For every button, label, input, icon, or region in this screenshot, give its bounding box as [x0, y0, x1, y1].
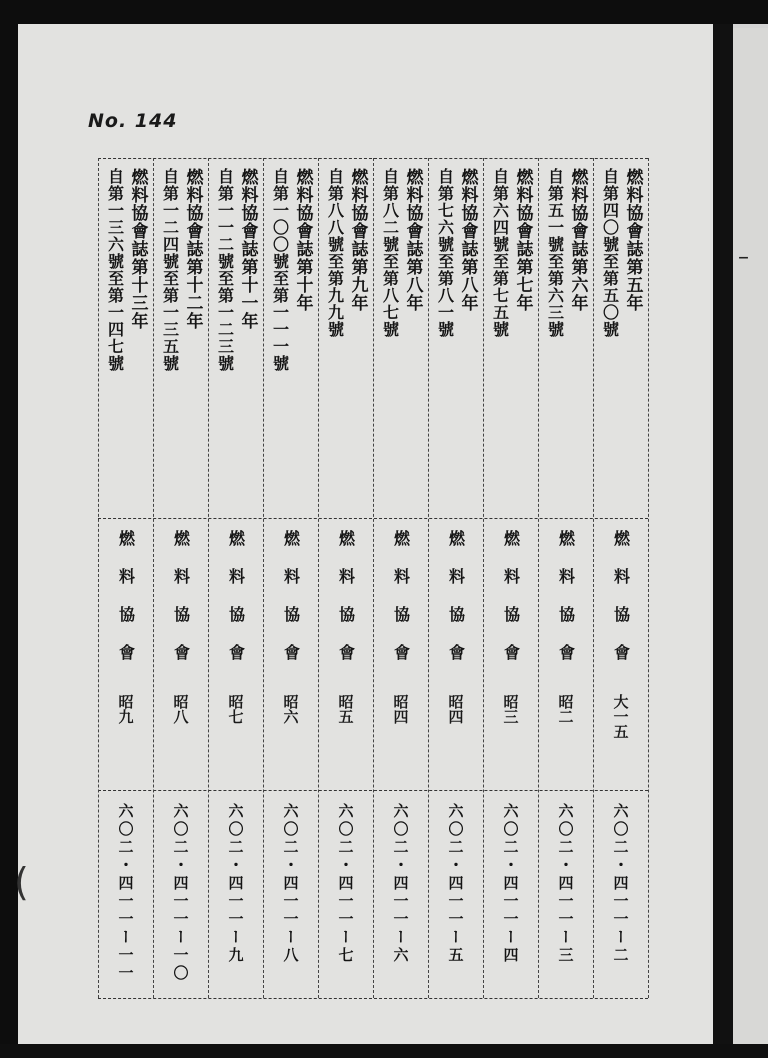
publisher: 燃料協會: [116, 530, 136, 682]
record-title: 燃料協會誌第十三年: [127, 168, 148, 330]
publication-year: 昭八: [171, 694, 190, 724]
record-title: 燃料協會誌第八年: [457, 168, 478, 312]
record-issue-range: 自第五一號至第六三號: [545, 168, 565, 338]
record-issue-range: 自第六四號至第七五號: [490, 168, 510, 338]
call-number-cell: [208, 803, 264, 965]
publisher-cell: [593, 530, 649, 739]
publisher: 燃料協會: [171, 530, 191, 682]
publisher: 燃料協會: [226, 530, 246, 682]
publisher: 燃料協會: [556, 530, 576, 682]
scanner-top-border: [0, 0, 768, 24]
page-number: No. 144: [88, 110, 178, 132]
call-number: 六〇二・四一一ー五: [446, 803, 465, 965]
record-issue-range: 自第一一二號至第一二三號: [215, 168, 235, 372]
catalog-table: [98, 158, 648, 998]
publication-year: 大一五: [611, 694, 630, 739]
call-number-cell: [538, 803, 594, 965]
record-title-cell: [373, 168, 429, 508]
call-number: 六〇二・四一一ー八: [281, 803, 300, 965]
publisher-cell: [483, 530, 539, 724]
record-issue-range: 自第一二四號至第一三五號: [160, 168, 180, 372]
call-number: 六〇二・四一一ー三: [556, 803, 575, 965]
record-issue-range: 自第一〇〇號至第一一一號: [270, 168, 290, 372]
publisher: 燃料協會: [611, 530, 631, 682]
call-number-cell: [428, 803, 484, 965]
publisher-cell: [263, 530, 319, 724]
call-number-cell: [318, 803, 374, 965]
record-title-cell: [428, 168, 484, 508]
record-title-cell: [263, 168, 319, 508]
call-number: 六〇二・四一一ー一一: [116, 803, 135, 983]
adjacent-page-edge: [733, 28, 768, 1058]
call-number: 六〇二・四一一ー一〇: [171, 803, 190, 983]
record-title: 燃料協會誌第六年: [567, 168, 588, 312]
publication-year: 昭二: [556, 694, 575, 724]
publication-year: 昭六: [281, 694, 300, 724]
publisher: 燃料協會: [446, 530, 466, 682]
margin-mark-left: (: [14, 860, 29, 904]
publisher: 燃料協會: [281, 530, 301, 682]
publisher: 燃料協會: [501, 530, 521, 682]
call-number-cell: [153, 803, 209, 983]
record-title: 燃料協會誌第十二年: [182, 168, 203, 330]
record-issue-range: 自第七六號至第八一號: [435, 168, 455, 338]
table-bottom-rule: [98, 998, 648, 999]
record-title: 燃料協會誌第八年: [402, 168, 423, 312]
margin-mark-right: –: [738, 245, 749, 270]
publication-year: 昭五: [336, 694, 355, 724]
record-title: 燃料協會誌第九年: [347, 168, 368, 312]
call-number: 六〇二・四一一ー七: [336, 803, 355, 965]
publisher: 燃料協會: [391, 530, 411, 682]
call-number-cell: [373, 803, 429, 965]
record-title-cell: [208, 168, 264, 508]
record-title-cell: [593, 168, 649, 508]
publisher-cell: [208, 530, 264, 724]
record-title-cell: [318, 168, 374, 508]
record-issue-range: 自第八八號至第九九號: [325, 168, 345, 338]
publication-year: 昭四: [391, 694, 410, 724]
publisher-cell: [373, 530, 429, 724]
call-number-cell: [483, 803, 539, 965]
call-number: 六〇二・四一一ー六: [391, 803, 410, 965]
call-number-cell: [593, 803, 649, 965]
record-title: 燃料協會誌第十一年: [237, 168, 258, 330]
book-spine: [713, 24, 733, 1058]
publisher-cell: [98, 530, 154, 724]
call-number-cell: [263, 803, 319, 965]
publisher-cell: [538, 530, 594, 724]
record-title-cell: [483, 168, 539, 508]
call-number: 六〇二・四一一ー九: [226, 803, 245, 965]
publication-year: 昭九: [116, 694, 135, 724]
record-title: 燃料協會誌第五年: [622, 168, 643, 312]
record-title-cell: [98, 168, 154, 508]
publication-year: 昭四: [446, 694, 465, 724]
call-number: 六〇二・四一一ー二: [611, 803, 630, 965]
publisher-cell: [153, 530, 209, 724]
publisher-cell: [428, 530, 484, 724]
record-title-cell: [153, 168, 209, 508]
publication-year: 昭三: [501, 694, 520, 724]
publication-year: 昭七: [226, 694, 245, 724]
scanner-bottom-border: [0, 1044, 768, 1058]
record-title: 燃料協會誌第七年: [512, 168, 533, 312]
publisher: 燃料協會: [336, 530, 356, 682]
record-title: 燃料協會誌第十年: [292, 168, 313, 312]
publisher-cell: [318, 530, 374, 724]
record-issue-range: 自第四〇號至第五〇號: [600, 168, 620, 338]
record-issue-range: 自第八二號至第八七號: [380, 168, 400, 338]
record-issue-range: 自第一三六號至第一四七號: [105, 168, 125, 372]
call-number-cell: [98, 803, 154, 983]
call-number: 六〇二・四一一ー四: [501, 803, 520, 965]
record-title-cell: [538, 168, 594, 508]
